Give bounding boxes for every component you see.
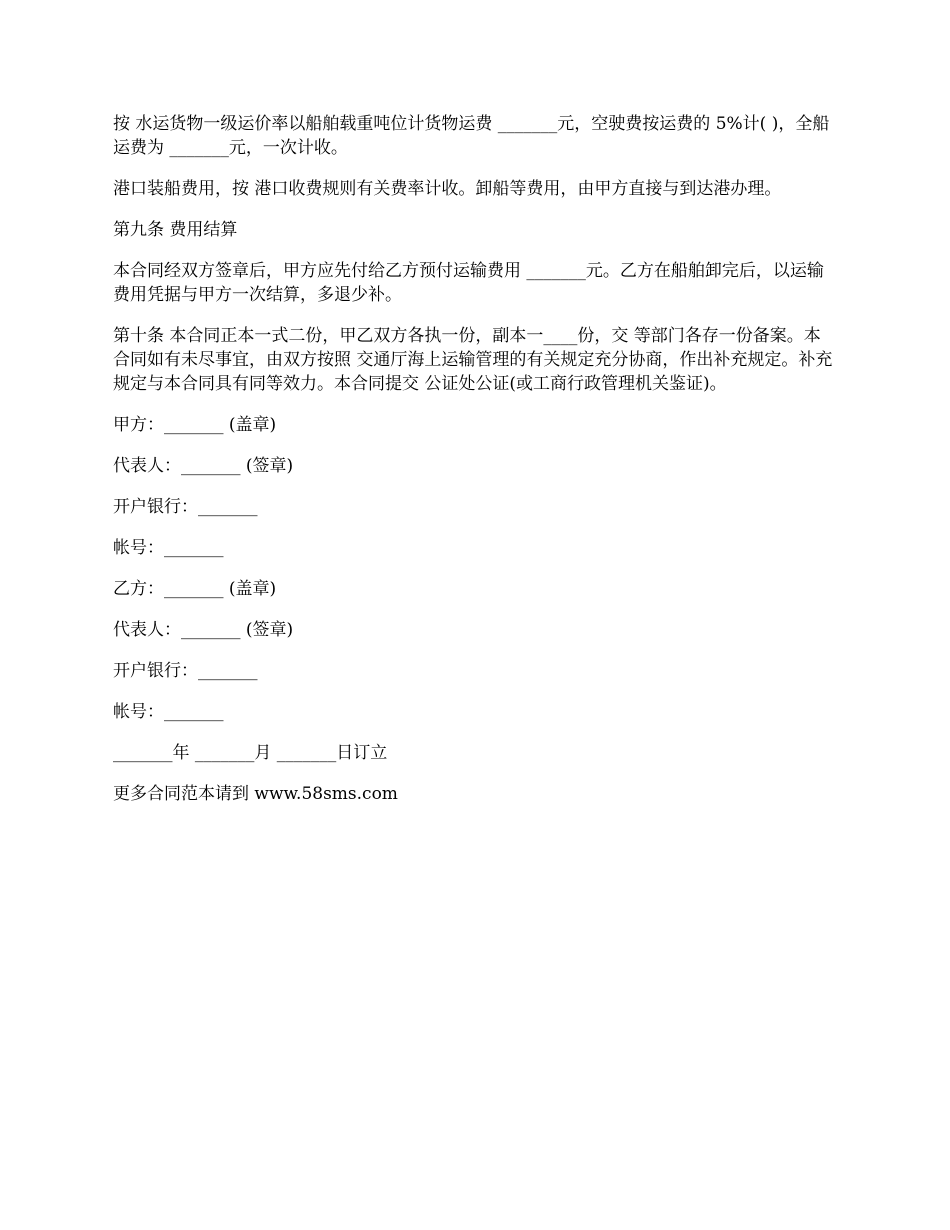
article-9-heading: 第九条 费用结算 — [113, 220, 238, 240]
settlement-clause: 本合同经双方签章后，甲方应先付给乙方预付运输费用 _______元。乙方在船舶卸完后，以运输费用凭据与甲方一次结算，多退少补。 — [113, 261, 824, 305]
party-a-representative: 代表人：_______ (签章) — [113, 456, 294, 476]
party-b-account: 帐号：_______ — [113, 702, 224, 722]
document-body — [113, 112, 837, 823]
party-a-account: 帐号：_______ — [113, 538, 224, 558]
party-b-representative: 代表人：_______ (签章) — [113, 620, 294, 640]
port-fee-clause: 港口装船费用，按 港口收费规则有关费率计收。卸船等费用，由甲方直接与到达港办理。 — [113, 179, 782, 199]
signing-date-line: _______年 _______月 _______日订立 — [113, 743, 388, 763]
party-a-line: 甲方：_______ (盖章) — [113, 415, 277, 435]
freight-clause: 按 水运货物一级运价率以船舶载重吨位计货物运费 _______元，空驶费按运费的 5%计( )，全船运费为 _______元，一次计收。 — [113, 114, 830, 158]
party-b-bank: 开户银行：_______ — [113, 661, 258, 681]
party-a-bank: 开户银行：_______ — [113, 497, 258, 517]
article-10-clause: 第十条 本合同正本一式二份，甲乙双方各执一份，副本一____份，交 等部门各存一份备案。本合同如有未尽事宜，由双方按照 交通厅海上运输管理的有关规定充分协商，作出补充规定。补充规定与本合同具有同等效力。本合同提交 公证处公证(或工商行政管理机关鉴证)。 — [113, 326, 833, 394]
party-b-line: 乙方：_______ (盖章) — [113, 579, 277, 599]
footer-link-text: 更多合同范本请到 www.58sms.com — [113, 784, 398, 804]
